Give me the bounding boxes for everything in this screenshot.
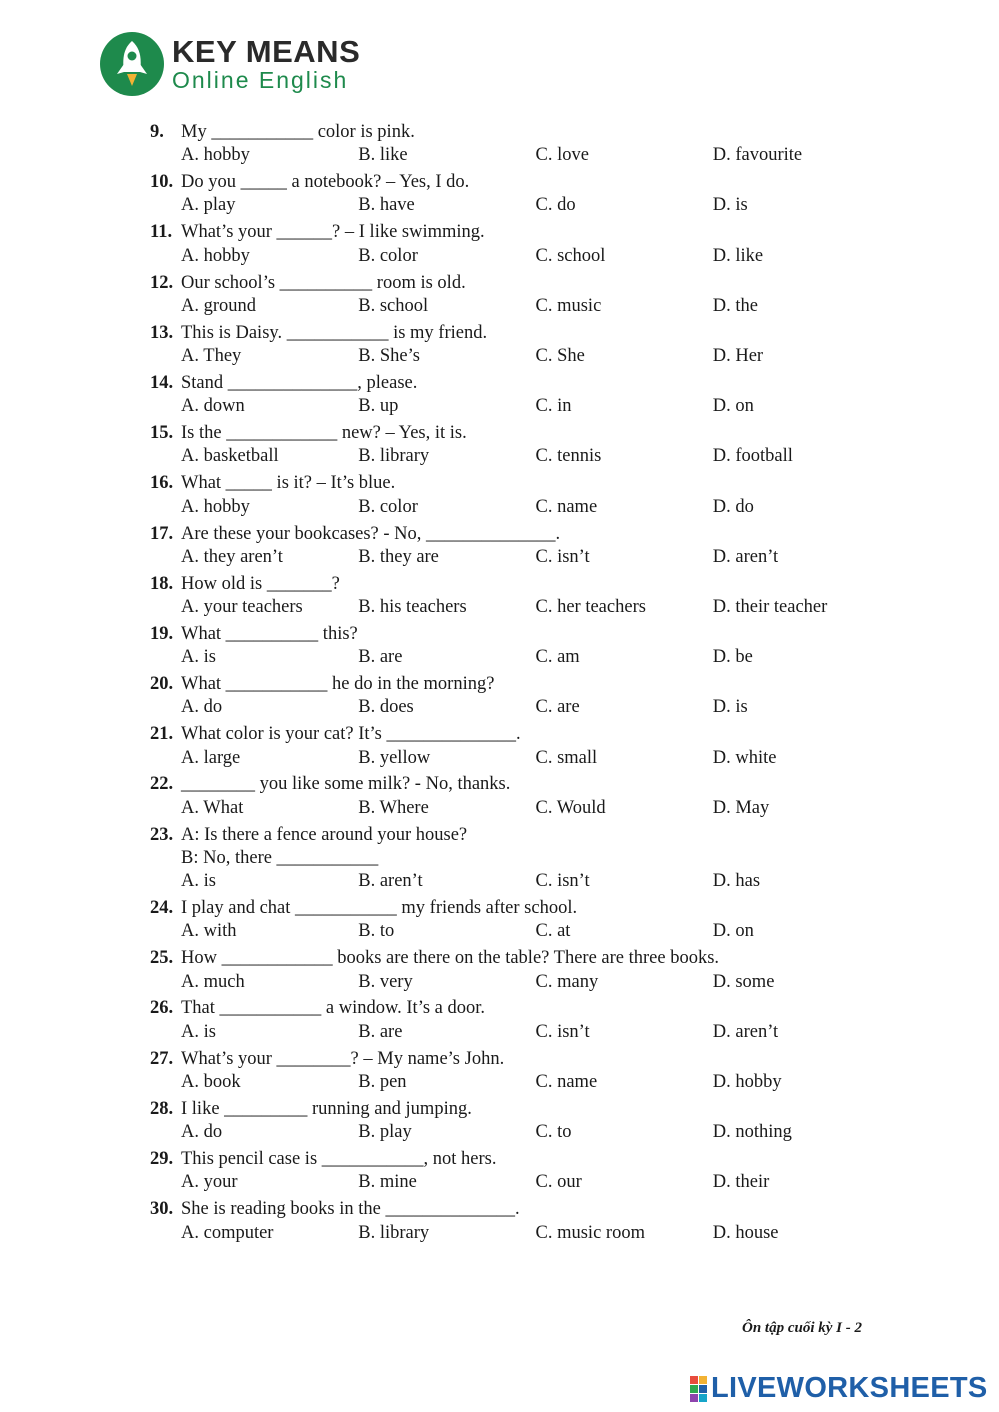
question-text: ________ you like some milk? - No, thanks. bbox=[181, 774, 511, 795]
question-line bbox=[150, 824, 890, 847]
answer-option: D. aren’t bbox=[712, 1021, 779, 1042]
answer-option: A. much bbox=[181, 971, 245, 992]
question-text: This pencil case is ___________, not hers. bbox=[181, 1149, 497, 1170]
answer-option: B. color bbox=[358, 245, 418, 266]
answer-option: A. down bbox=[181, 396, 245, 417]
answer-options bbox=[150, 747, 890, 770]
question-line bbox=[150, 1198, 890, 1221]
answer-options bbox=[150, 546, 890, 569]
question-text: My ___________ color is pink. bbox=[181, 122, 415, 142]
answer-option: C. am bbox=[535, 647, 580, 668]
brand-title: KEY MEANS bbox=[172, 34, 361, 69]
question-text: What ___________ he do in the morning? bbox=[181, 674, 495, 695]
answer-option: D. aren’t bbox=[712, 546, 779, 567]
question-text: How ____________ books are there on the table? There are three books. bbox=[181, 948, 720, 969]
answer-option: D. Her bbox=[712, 346, 764, 367]
question-text: What color is your cat? It’s ______________. bbox=[181, 724, 521, 745]
watermark-text: LIVEWORKSHEETS bbox=[711, 1372, 988, 1404]
question-line bbox=[150, 322, 890, 345]
question-item bbox=[150, 272, 890, 319]
question-text: That ___________ a window. It’s a door. bbox=[181, 998, 486, 1019]
question-text: I play and chat ___________ my friends after school. bbox=[181, 898, 578, 919]
page-label: Ôn tập cuối kỳ I - 2 bbox=[742, 1320, 862, 1336]
answer-option: A. hobby bbox=[181, 496, 250, 517]
question-item bbox=[150, 1198, 890, 1245]
question-item bbox=[150, 523, 890, 570]
answer-options bbox=[150, 1171, 890, 1194]
rocket-icon bbox=[100, 32, 164, 96]
answer-option: D. house bbox=[712, 1222, 779, 1243]
question-line bbox=[150, 523, 890, 546]
answer-options bbox=[150, 445, 890, 468]
question-number: 9. bbox=[150, 122, 164, 142]
question-item bbox=[150, 573, 890, 620]
answer-option: B. color bbox=[358, 496, 418, 517]
answer-option: B. mine bbox=[358, 1172, 417, 1193]
answer-option: A. is bbox=[181, 1021, 216, 1042]
question-line bbox=[150, 773, 890, 796]
question-line bbox=[150, 673, 890, 696]
answer-option: D. their teacher bbox=[712, 596, 828, 617]
question-number: 17. bbox=[150, 523, 174, 544]
question-text: She is reading books in the ______________. bbox=[181, 1199, 520, 1220]
answer-option: B. aren’t bbox=[358, 871, 423, 892]
answer-options bbox=[150, 920, 890, 943]
question-item bbox=[150, 1098, 890, 1145]
answer-options bbox=[150, 596, 890, 619]
question-text: Do you _____ a notebook? – Yes, I do. bbox=[181, 172, 470, 193]
question-line bbox=[150, 221, 890, 244]
answer-option: B. they are bbox=[358, 546, 439, 567]
question-number: 22. bbox=[150, 774, 174, 795]
question-number: 11. bbox=[150, 222, 173, 243]
answer-option: D. football bbox=[712, 446, 793, 467]
question-line bbox=[150, 1048, 890, 1071]
question-number: 20. bbox=[150, 674, 174, 695]
question-line bbox=[150, 1148, 890, 1171]
answer-option: B. up bbox=[358, 396, 399, 417]
answer-options bbox=[150, 496, 890, 519]
answer-option: D. white bbox=[712, 747, 777, 768]
answer-option: D. some bbox=[712, 971, 775, 992]
brand-logo bbox=[100, 32, 360, 96]
answer-option: B. have bbox=[358, 195, 415, 216]
question-text: Are these your bookcases? - No, ______________. bbox=[181, 523, 561, 544]
answer-options bbox=[150, 646, 890, 669]
answer-option: B. to bbox=[358, 921, 395, 942]
liveworksheets-watermark bbox=[690, 1372, 988, 1405]
answer-option: A. ground bbox=[181, 295, 257, 316]
answer-option: C. She bbox=[535, 346, 585, 367]
answer-options bbox=[150, 696, 890, 719]
answer-option: C. in bbox=[535, 396, 572, 417]
question-list bbox=[150, 121, 890, 1248]
answer-option: A. do bbox=[181, 697, 223, 718]
question-line bbox=[150, 472, 890, 495]
question-item bbox=[150, 997, 890, 1044]
answer-option: B. library bbox=[358, 1222, 430, 1243]
answer-options bbox=[150, 971, 890, 994]
brand-subtitle: Online English bbox=[172, 67, 349, 93]
answer-option: C. isn’t bbox=[535, 546, 590, 567]
answer-option: B. pen bbox=[358, 1071, 407, 1092]
question-text: What’s your ________? – My name’s John. bbox=[181, 1048, 505, 1069]
answer-option: D. has bbox=[712, 871, 761, 892]
question-number: 27. bbox=[150, 1048, 174, 1069]
answer-option: A. hobby bbox=[181, 245, 250, 266]
question-line bbox=[150, 723, 890, 746]
answer-option: C. to bbox=[535, 1122, 572, 1143]
question-text: What _____ is it? – It’s blue. bbox=[181, 473, 396, 494]
answer-option: C. music room bbox=[535, 1222, 645, 1243]
question-item bbox=[150, 673, 890, 720]
answer-option: D. be bbox=[712, 647, 753, 668]
answer-options bbox=[150, 797, 890, 820]
question-line bbox=[150, 422, 890, 445]
answer-option: A. do bbox=[181, 1122, 223, 1143]
answer-option: C. name bbox=[535, 496, 598, 517]
question-item bbox=[150, 773, 890, 820]
answer-option: C. her teachers bbox=[535, 596, 646, 617]
liveworksheets-logo-icon bbox=[690, 1376, 707, 1402]
question-line bbox=[150, 997, 890, 1020]
answer-option: C. Would bbox=[535, 797, 606, 818]
question-item bbox=[150, 422, 890, 469]
question-line bbox=[150, 623, 890, 646]
answer-option: A. is bbox=[181, 647, 216, 668]
answer-option: C. music bbox=[535, 295, 602, 316]
answer-option: A. they aren’t bbox=[181, 546, 283, 567]
question-text: Our school’s __________ room is old. bbox=[181, 272, 466, 293]
answer-option: D. on bbox=[712, 921, 754, 942]
answer-option: A. your bbox=[181, 1172, 238, 1193]
question-line bbox=[150, 372, 890, 395]
answer-option: B. yellow bbox=[358, 747, 431, 768]
question-number: 24. bbox=[150, 898, 174, 919]
answer-option: A. is bbox=[181, 871, 216, 892]
question-text: Is the ____________ new? – Yes, it is. bbox=[181, 423, 467, 444]
answer-option: C. isn’t bbox=[535, 871, 590, 892]
answer-option: C. do bbox=[535, 195, 576, 216]
question-item bbox=[150, 947, 890, 994]
question-number: 19. bbox=[150, 623, 174, 644]
question-item bbox=[150, 121, 890, 168]
answer-option: D. the bbox=[712, 295, 758, 316]
answer-option: C. school bbox=[535, 245, 606, 266]
answer-options bbox=[150, 345, 890, 368]
answer-option: D. nothing bbox=[712, 1122, 792, 1143]
answer-option: C. our bbox=[535, 1172, 582, 1193]
question-text: What __________ this? bbox=[181, 623, 358, 644]
question-number: 15. bbox=[150, 423, 174, 444]
question-item bbox=[150, 171, 890, 218]
answer-option: B. school bbox=[358, 295, 429, 316]
answer-option: C. are bbox=[535, 697, 580, 718]
question-line bbox=[150, 847, 890, 870]
question-text: How old is _______? bbox=[181, 573, 340, 594]
answer-option: A. They bbox=[181, 346, 242, 367]
answer-options bbox=[150, 144, 890, 167]
answer-option: B. She’s bbox=[358, 346, 420, 367]
answer-option: B. very bbox=[358, 971, 413, 992]
question-line bbox=[150, 171, 890, 194]
answer-option: D. is bbox=[712, 697, 748, 718]
question-number: 16. bbox=[150, 473, 174, 494]
question-number: 30. bbox=[150, 1199, 174, 1220]
question-line bbox=[150, 573, 890, 596]
answer-option: A. hobby bbox=[181, 145, 250, 166]
question-text: A: Is there a fence around your house? bbox=[181, 824, 468, 845]
question-item bbox=[150, 1048, 890, 1095]
answer-option: B. are bbox=[358, 1021, 403, 1042]
question-item bbox=[150, 1148, 890, 1195]
question-text: Stand ______________, please. bbox=[181, 372, 418, 393]
answer-option: D. is bbox=[712, 195, 748, 216]
answer-option: B. like bbox=[358, 145, 408, 166]
question-item bbox=[150, 824, 890, 894]
answer-option: B. Where bbox=[358, 797, 429, 818]
answer-option: B. does bbox=[358, 697, 414, 718]
answer-option: C. tennis bbox=[535, 446, 602, 467]
question-text: B: No, there ___________ bbox=[181, 847, 379, 868]
answer-options bbox=[150, 1021, 890, 1044]
answer-option: D. May bbox=[712, 797, 770, 818]
question-item bbox=[150, 322, 890, 369]
question-item bbox=[150, 221, 890, 268]
answer-options bbox=[150, 245, 890, 268]
answer-option: A. What bbox=[181, 797, 244, 818]
question-line bbox=[150, 121, 890, 144]
answer-option: C. love bbox=[535, 145, 589, 166]
answer-option: D. favourite bbox=[712, 145, 803, 166]
answer-options bbox=[150, 194, 890, 217]
answer-options bbox=[150, 1121, 890, 1144]
question-number: 14. bbox=[150, 372, 174, 393]
answer-option: D. do bbox=[712, 496, 754, 517]
answer-option: A. play bbox=[181, 195, 236, 216]
question-number: 21. bbox=[150, 724, 174, 745]
question-text: This is Daisy. ___________ is my friend. bbox=[181, 322, 488, 343]
question-number: 29. bbox=[150, 1149, 174, 1170]
answer-option: A. basketball bbox=[181, 446, 279, 467]
question-number: 10. bbox=[150, 172, 174, 193]
answer-option: B. library bbox=[358, 446, 430, 467]
question-number: 12. bbox=[150, 272, 174, 293]
question-line bbox=[150, 1098, 890, 1121]
question-number: 18. bbox=[150, 573, 174, 594]
answer-option: C. at bbox=[535, 921, 571, 942]
question-item bbox=[150, 472, 890, 519]
question-number: 13. bbox=[150, 322, 174, 343]
question-text: I like _________ running and jumping. bbox=[181, 1098, 472, 1119]
question-text: What’s your ______? – I like swimming. bbox=[181, 222, 485, 243]
answer-option: C. small bbox=[535, 747, 598, 768]
answer-options bbox=[150, 295, 890, 318]
answer-option: A. computer bbox=[181, 1222, 274, 1243]
answer-option: B. his teachers bbox=[358, 596, 467, 617]
question-number: 23. bbox=[150, 824, 174, 845]
answer-option: A. with bbox=[181, 921, 237, 942]
answer-option: A. your teachers bbox=[181, 596, 303, 617]
answer-option: C. many bbox=[535, 971, 599, 992]
question-item bbox=[150, 372, 890, 419]
answer-option: A. large bbox=[181, 747, 241, 768]
question-item bbox=[150, 623, 890, 670]
answer-option: B. play bbox=[358, 1122, 412, 1143]
question-number: 26. bbox=[150, 998, 174, 1019]
answer-option: D. their bbox=[712, 1172, 770, 1193]
answer-option: A. book bbox=[181, 1071, 241, 1092]
answer-options bbox=[150, 870, 890, 893]
answer-option: C. isn’t bbox=[535, 1021, 590, 1042]
question-line bbox=[150, 897, 890, 920]
answer-options bbox=[150, 1071, 890, 1094]
answer-option: D. like bbox=[712, 245, 764, 266]
question-line bbox=[150, 272, 890, 295]
question-item bbox=[150, 897, 890, 944]
question-item bbox=[150, 723, 890, 770]
answer-options bbox=[150, 395, 890, 418]
question-number: 25. bbox=[150, 948, 174, 969]
question-number: 28. bbox=[150, 1098, 174, 1119]
answer-option: D. hobby bbox=[712, 1071, 782, 1092]
answer-option: D. on bbox=[712, 396, 754, 417]
answer-option: B. are bbox=[358, 647, 403, 668]
answer-option: C. name bbox=[535, 1071, 598, 1092]
question-line bbox=[150, 947, 890, 970]
answer-options bbox=[150, 1222, 890, 1245]
